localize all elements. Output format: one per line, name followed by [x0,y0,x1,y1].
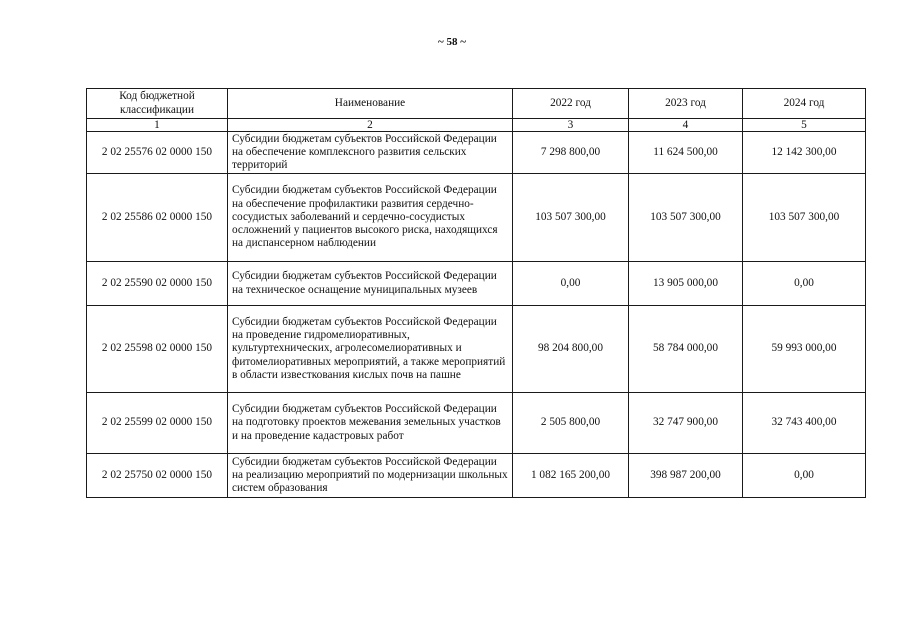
budget-code: 2 02 25599 02 0000 150 [87,393,228,454]
amount-2022: 1 082 165 200,00 [513,454,629,498]
subsidy-name: Субсидии бюджетам субъектов Российской Федерации на обеспечение комплексного развития сельских территорий [228,132,513,174]
subsidy-name: Субсидии бюджетам субъектов Российской Федерации на проведение гидромелиоративных, культуртехнических, агролесомелиоративных и фитомелиоративных мероприятий, а также мероприятий в области известкования кислых почв на пашне [228,306,513,393]
table-row [87,132,866,174]
header-name: Наименование [228,89,513,119]
amount-2024: 0,00 [743,262,866,306]
column-number-row [87,119,866,132]
amount-2024: 59 993 000,00 [743,306,866,393]
amount-2022: 7 298 800,00 [513,132,629,174]
amount-2023: 103 507 300,00 [629,174,743,262]
subsidy-name: Субсидии бюджетам субъектов Российской Федерации на техническое оснащение муниципальных музеев [228,262,513,306]
budget-code: 2 02 25598 02 0000 150 [87,306,228,393]
amount-2022: 98 204 800,00 [513,306,629,393]
table-row [87,454,866,498]
column-number: 5 [743,119,866,132]
table-row [87,393,866,454]
budget-code: 2 02 25586 02 0000 150 [87,174,228,262]
column-number: 1 [87,119,228,132]
amount-2024: 32 743 400,00 [743,393,866,454]
table-header-row [87,89,866,119]
amount-2022: 2 505 800,00 [513,393,629,454]
amount-2022: 103 507 300,00 [513,174,629,262]
amount-2023: 398 987 200,00 [629,454,743,498]
budget-code: 2 02 25590 02 0000 150 [87,262,228,306]
table-row [87,262,866,306]
amount-2023: 32 747 900,00 [629,393,743,454]
subsidy-name: Субсидии бюджетам субъектов Российской Федерации на реализацию мероприятий по модернизации школьных систем образования [228,454,513,498]
amount-2023: 11 624 500,00 [629,132,743,174]
subsidy-name: Субсидии бюджетам субъектов Российской Федерации на обеспечение профилактики развития сердечно-сосудистых заболеваний и сердечно-сосудистых осложнений у пациентов высокого риска, находящихся на диспансерном наблюдении [228,174,513,262]
table-row [87,306,866,393]
budget-code: 2 02 25750 02 0000 150 [87,454,228,498]
amount-2023: 13 905 000,00 [629,262,743,306]
subsidy-name: Субсидии бюджетам субъектов Российской Федерации на подготовку проектов межевания земельных участков и на проведение кадастровых работ [228,393,513,454]
amount-2024: 12 142 300,00 [743,132,866,174]
amount-2024: 0,00 [743,454,866,498]
header-2024: 2024 год [743,89,866,119]
column-number: 2 [228,119,513,132]
budget-code: 2 02 25576 02 0000 150 [87,132,228,174]
amount-2024: 103 507 300,00 [743,174,866,262]
column-number: 4 [629,119,743,132]
amount-2023: 58 784 000,00 [629,306,743,393]
amount-2022: 0,00 [513,262,629,306]
table-row [87,174,866,262]
budget-table [86,88,866,498]
header-code: Код бюджетной классификации [87,89,228,119]
page-number: ~ 58 ~ [438,36,466,48]
header-2022: 2022 год [513,89,629,119]
header-2023: 2023 год [629,89,743,119]
column-number: 3 [513,119,629,132]
